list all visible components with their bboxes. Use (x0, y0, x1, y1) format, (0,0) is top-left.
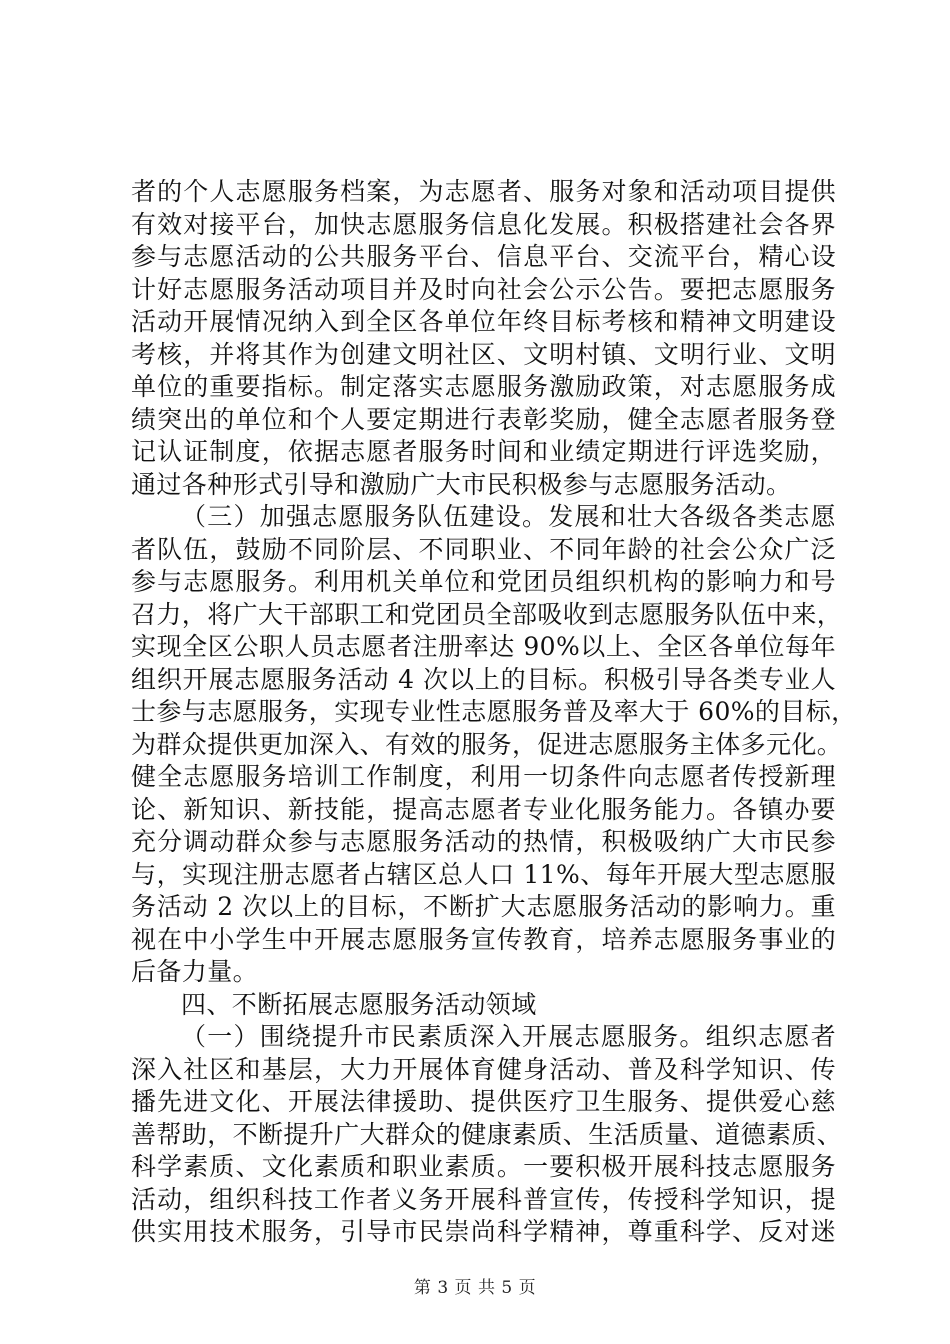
document-body (131, 176, 857, 1249)
text-line: 活动，组织科技工作者义务开展科普宣传，传授科学知识，提 (131, 1184, 836, 1214)
text-line: 活动开展情况纳入到全区各单位年终目标考核和精神文明建设 (131, 307, 836, 336)
text-line: 记认证制度，依据志愿者服务时间和业绩定期进行评选奖励， (131, 437, 836, 466)
text-line: 单位的重要指标。制定落实志愿服务激励政策，对志愿服务成 (131, 372, 836, 401)
paragraph-start-line: （三）加强志愿服务队伍建设。发展和壮大各级各类志愿 (181, 502, 836, 531)
text-line: 与，实现注册志愿者占辖区总人口 11%、每年开展大型志愿服 (131, 859, 836, 889)
text-line: 者队伍，鼓励不同阶层、不同职业、不同年龄的社会公众广泛 (131, 534, 836, 564)
page-number-footer: 第 3 页 共 5 页 (413, 1278, 537, 1298)
paragraph-end-line: 后备力量。 (131, 957, 259, 986)
text-line: 供实用技术服务，引导市民崇尚科学精神，尊重科学、反对迷 (131, 1217, 836, 1246)
text-line: 士参与志愿服务，实现专业性志愿服务普及率大于 60%的目标， (131, 697, 857, 726)
text-line: 计好志愿服务活动项目并及时向社会公示公告。要把志愿服务 (131, 274, 836, 304)
text-line: 召力，将广大干部职工和党团员全部吸收到志愿服务队伍中来， (131, 599, 843, 629)
text-line: 充分调动群众参与志愿服务活动的热情，积极吸纳广大市民参 (131, 827, 836, 856)
text-line: 科学素质、文化素质和职业素质。一要积极开展科技志愿服务 (131, 1152, 836, 1181)
text-line: 考核，并将其作为创建文明社区、文明村镇、文明行业、文明 (131, 339, 836, 369)
text-line: 参与志愿活动的公共服务平台、信息平台、交流平台，精心设 (131, 242, 836, 271)
section-heading: 四、不断拓展志愿服务活动领域 (181, 989, 537, 1019)
text-line: 善帮助，不断提升广大群众的健康素质、生活质量、道德素质、 (131, 1119, 843, 1149)
text-line: 绩突出的单位和个人要定期进行表彰奖励，健全志愿者服务登 (131, 404, 836, 434)
text-line: 深入社区和基层，大力开展体育健身活动、普及科学知识、传 (131, 1054, 836, 1084)
text-line: 参与志愿服务。利用机关单位和党团员组织机构的影响力和号 (131, 567, 836, 596)
text-line: 视在中小学生中开展志愿服务宣传教育，培养志愿服务事业的 (131, 924, 836, 954)
text-line: 有效对接平台，加快志愿服务信息化发展。积极搭建社会各界 (131, 209, 836, 239)
text-line: 实现全区公职人员志愿者注册率达 90%以上、全区各单位每年 (131, 632, 836, 661)
text-line: 健全志愿服务培训工作制度，利用一切条件向志愿者传授新理 (131, 762, 836, 791)
text-line: 论、新知识、新技能，提高志愿者专业化服务能力。各镇办要 (131, 794, 836, 824)
text-line: 者的个人志愿服务档案，为志愿者、服务对象和活动项目提供 (131, 177, 836, 206)
text-line: 为群众提供更加深入、有效的服务，促进志愿服务主体多元化。 (131, 729, 843, 759)
paragraph-end-line: 通过各种形式引导和激励广大市民积极参与志愿服务活动。 (131, 469, 792, 499)
text-line: 务活动 2 次以上的目标，不断扩大志愿服务活动的影响力。重 (131, 892, 836, 921)
paragraph-start-line: （一）围绕提升市民素质深入开展志愿服务。组织志愿者 (181, 1022, 836, 1051)
text-line: 组织开展志愿服务活动 4 次以上的目标。积极引导各类专业人 (131, 664, 836, 694)
text-line: 播先进文化、开展法律援助、提供医疗卫生服务、提供爱心慈 (131, 1087, 836, 1116)
